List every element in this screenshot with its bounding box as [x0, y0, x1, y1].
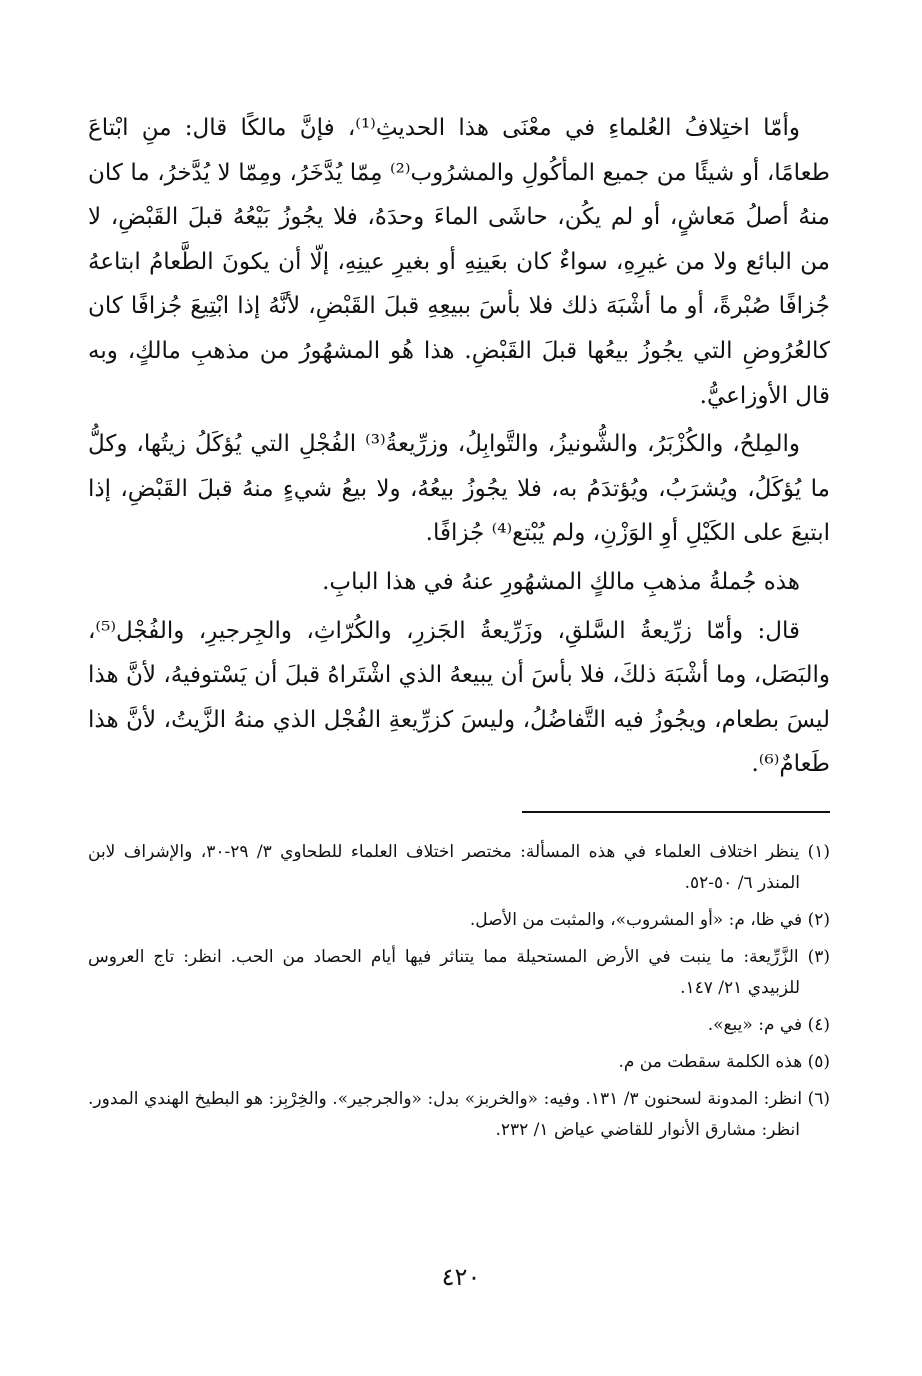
footnote-1: (١) ينظر اختلاف العلماء في هذه المسألة: مختصر اختلاف العلماء للطحاوي ٣/ ٢٩-٣٠، والإشراف لابن المنذر ٦/ ٥٠-٥٢.	[88, 841, 830, 893]
paragraph-4: قال: وأمّا زرِّيعةُ السَّلقِ، وزَرِّيعةُ الجَزرِ، والكُرّاثِ، والجِرجيرِ، والفُجْل⁽⁵⁾، والبَصَل، وما أشْبَهَ ذلكَ، فلا بأسَ أن يبيعهُ الذي اشْتَراهُ قبلَ أن يَسْتوفيهُ، لأنَّ هذا ليسَ بطعام، ويجُوزُ فيه التَّفاضُلُ، وليسَ كزرِّيعةِ الفُجْل الذي منهُ الزَّيتُ، لأنَّ هذا طَعامٌ⁽⁶⁾.	[88, 617, 830, 778]
footnote-2: (٢) في ظا، م: «أو المشروب»، والمثبت من الأصل.	[469, 909, 830, 930]
book-page	[88, 106, 830, 1336]
paragraph-3: هذه جُملةُ مذهبِ مالكٍ المشهُورِ عنهُ في هذا البابِ.	[322, 568, 800, 595]
footnote-6: (٦) انظر: المدونة لسحنون ٣/ ١٣١. وفيه: «والخربز» بدل: «والجرجير». والخِرْبِز: هو البطيخ الهندي المدور. انظر: مشارق الأنوار للقاضي عياض ١/ ٢٣٢.	[88, 1088, 830, 1140]
paragraph-1: وأمّا اختِلافُ العُلماءِ في معْنَى هذا الحديثِ⁽¹⁾، فإنَّ مالكًا قال: منِ ابْتاعَ طعامًا، أو شيئًا من جميع المأكُولِ والمشرُوب⁽²⁾ مِمّا يُدَّخَرُ، ومِمّا لا يُدَّخرُ، ما كان منهُ أصلُ مَعاشٍ، أو لم يكُن، حاشَى الماءَ وحدَهُ، فلا يجُوزُ بَيْعُهُ قبلَ القَبْضِ، لا من البائع ولا من غيرِهِ، سواءٌ كان بعَينِهِ أو بغيرِ عينِهِ، إلّا أن يكونَ الطَّعامُ ابتاعهُ جُزافًا صُبْرةً، أو ما أشْبَهَ ذلك فلا بأسَ ببيعِهِ قبلَ القَبْضِ، لأنَّهُ إذا ابْتِيعَ جُزافًا كان كالعُرُوضِ التي يجُوزُ بيعُها قبلَ القَبْضِ. هذا هُو المشهُورُ من مذهبِ مالكٍ، وبه قال الأوزاعيُّ.	[88, 115, 830, 409]
page-number: ٤٢٠	[441, 1263, 481, 1291]
footnote-4: (٤) في م: «يبع».	[707, 1014, 830, 1035]
footnote-3: (٣) الزَّرِّيعة: ما ينبت في الأرض المستحيلة مما يتناثر فيها أيام الحصاد من الحب. انظر: تاج العروس للزبيدي ٢١/ ١٤٧.	[88, 946, 830, 998]
paragraph-2: والمِلحُ، والكُزْبَرُ، والشُّونيزُ، والتَّوابِلُ، وزرِّيعةُ⁽³⁾ الفُجْلِ التي يُؤكَلُ زيتُها، وكلُّ ما يُؤكَلُ، ويُشرَبُ، ويُؤتدَمُ به، فلا يجُوزُ بيعُهُ، ولا بيعُ شيءٍ منهُ قبلَ القَبْضِ، إذا ابتيعَ على الكَيْلِ أوِ الوَزْنِ، ولم يُبْتع⁽⁴⁾ جُزافًا.	[88, 431, 830, 547]
main-text	[88, 106, 830, 787]
footnotes	[88, 837, 830, 1146]
footnote-5: (٥) هذه الكلمة سقطت من م.	[618, 1051, 830, 1072]
footnote-separator	[522, 811, 830, 813]
